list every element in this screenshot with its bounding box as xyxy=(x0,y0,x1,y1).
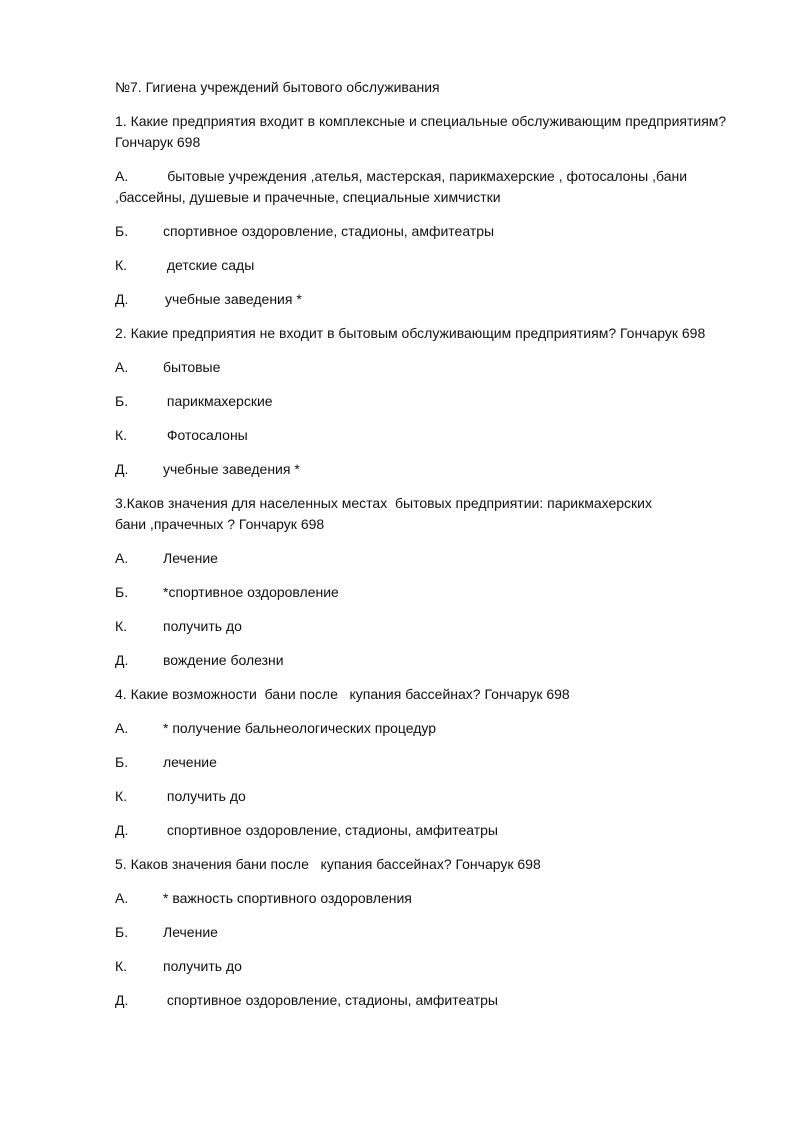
option-4d xyxy=(115,820,755,841)
option-letter: К. xyxy=(115,618,128,634)
option-4a xyxy=(115,718,755,739)
option-text: Лечение xyxy=(163,924,218,940)
option-text: лечение xyxy=(163,754,217,770)
option-text: * получение бальнеологических процедур xyxy=(163,720,437,736)
option-1a xyxy=(115,166,755,208)
option-letter: А. xyxy=(115,890,129,906)
option-letter: А. xyxy=(115,550,129,566)
option-letter: К. xyxy=(115,257,128,273)
document-title: №7. Гигиена учреждений бытового обслуживания xyxy=(115,79,440,95)
document-page xyxy=(115,77,755,1024)
option-3a xyxy=(115,548,755,569)
option-letter: К. xyxy=(115,958,128,974)
option-text: детские сады xyxy=(163,257,255,273)
option-text: Фотосалоны xyxy=(163,427,248,443)
option-letter: Б. xyxy=(115,223,129,239)
option-2d xyxy=(115,459,755,480)
option-4b xyxy=(115,752,755,773)
option-letter: Д. xyxy=(115,291,129,307)
option-letter: К. xyxy=(115,427,128,443)
option-text: учебные заведения * xyxy=(165,291,302,307)
option-text: вождение болезни xyxy=(163,652,284,668)
option-text: парикмахерские xyxy=(163,393,273,409)
question-2: 2. Какие предприятия не входит в бытовым обслуживающим предприятиям? Гончарук 698 xyxy=(115,325,706,341)
question-3-line-1: 3.Каков значения для населенных местах бытовых предприятии: парикмахерских xyxy=(115,495,652,511)
question-1: 1. Какие предприятия входит в комплексные и специальные обслуживающим предприятиям? Гончарук 698 xyxy=(115,113,727,150)
option-1k xyxy=(115,255,755,276)
option-2a xyxy=(115,357,755,378)
option-text: *спортивное оздоровление xyxy=(163,584,339,600)
option-letter: А. xyxy=(115,720,129,736)
option-letter: К. xyxy=(115,788,128,804)
option-text: получить до xyxy=(163,958,242,974)
option-3d xyxy=(115,650,755,671)
option-letter: Б. xyxy=(115,754,129,770)
option-1b xyxy=(115,221,755,242)
option-5d xyxy=(115,990,755,1011)
option-letter: Б. xyxy=(115,584,129,600)
option-letter: Б. xyxy=(115,924,129,940)
option-text: получить до xyxy=(163,618,242,634)
option-3b xyxy=(115,582,755,603)
option-5a xyxy=(115,888,755,909)
option-text: получить до xyxy=(163,788,246,804)
option-letter: Б. xyxy=(115,393,129,409)
option-letter: Д. xyxy=(115,652,129,668)
option-letter: Д. xyxy=(115,461,129,477)
option-5k xyxy=(115,956,755,977)
option-text: учебные заведения * xyxy=(163,461,300,477)
option-letter: А. xyxy=(115,359,129,375)
option-5b xyxy=(115,922,755,943)
option-letter: Д. xyxy=(115,992,129,1008)
option-text: Лечение xyxy=(163,550,218,566)
option-3k xyxy=(115,616,755,637)
option-text: спортивное оздоровление, стадионы, амфитеатры xyxy=(163,822,498,838)
option-4k xyxy=(115,786,755,807)
option-1d xyxy=(115,289,755,310)
option-text: бытовые учреждения ,ателья, мастерская, парикмахерские , фотосалоны ,бани ,бассейны, душевые и прачечные, специальные химчистки xyxy=(115,168,688,205)
question-4: 4. Какие возможности бани после купания бассейнах? Гончарук 698 xyxy=(115,686,570,702)
question-3-line-2: бани ,прачечных ? Гончарук 698 xyxy=(115,516,325,532)
option-letter: Д. xyxy=(115,822,129,838)
option-letter: А. xyxy=(115,168,129,184)
option-text: спортивное оздоровление, стадионы, амфитеатры xyxy=(163,223,495,239)
option-2b xyxy=(115,391,755,412)
question-5: 5. Каков значения бани после купания бассейнах? Гончарук 698 xyxy=(115,856,541,872)
option-text: бытовые xyxy=(163,359,221,375)
question-3 xyxy=(115,493,755,535)
option-2k xyxy=(115,425,755,446)
option-text: * важность спортивного оздоровления xyxy=(163,890,412,906)
option-text: спортивное оздоровление, стадионы, амфитеатры xyxy=(163,992,498,1008)
